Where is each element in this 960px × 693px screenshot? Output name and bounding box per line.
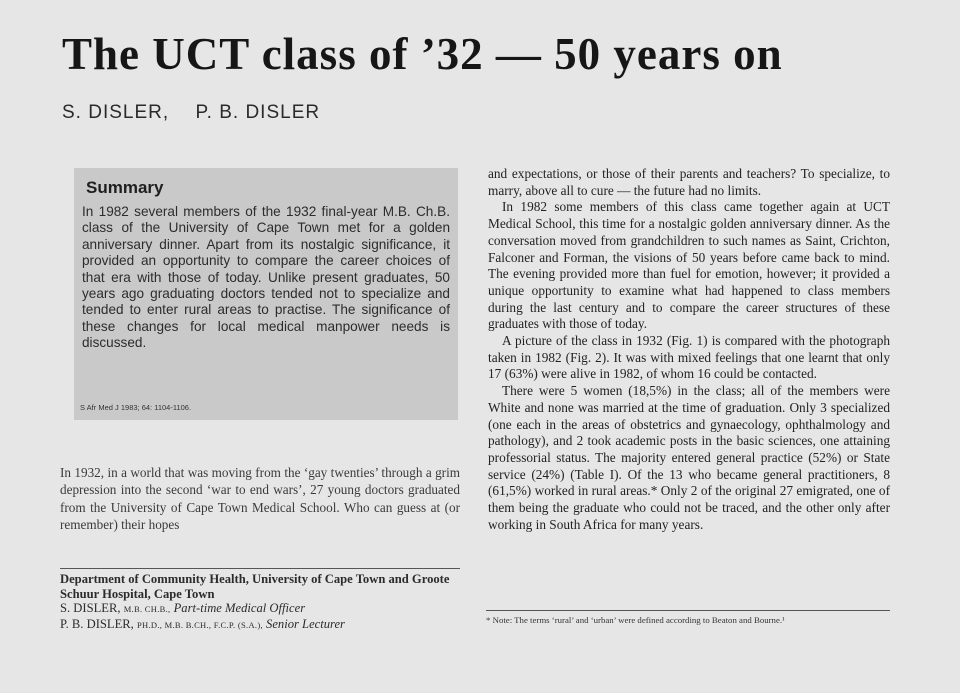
credit-role: Part-time Medical Officer [173,601,306,615]
credit-degrees: PH.D., M.B. B.CH., F.C.P. (S.A.), [136,619,263,630]
journal-citation: S Afr Med J 1983; 64: 1104-1106. [80,403,192,412]
body-paragraph: A picture of the class in 1932 (Fig. 1) is compared with the photograph taken in 1982 (Fig. 2). It was with mixed feelings that one learnt that only 17 (63%) were alive in 1982, of whom 16 could be contacted. [488,333,890,382]
author-name: P. B. DISLER [195,102,321,123]
article-title: The UCT class of ’32 — 50 years on [62,29,783,79]
credit-role: Senior Lecturer [266,616,345,631]
affiliation-block [60,572,480,632]
author-credit [60,601,480,617]
credit-degrees: M.B. CH.B., [123,604,171,614]
footnote: * Note: The terms ‘rural’ and ‘urban’ were defined according to Beaton and Bourne.¹ [486,615,785,625]
summary-box [74,168,458,420]
department-name: Department of Community Health, University of Cape Town and Groote Schuur Hospital, Cape Town [60,572,450,601]
author-name: S. DISLER, [62,102,170,123]
summary-heading: Summary [86,178,164,197]
affiliation-divider [60,568,460,569]
body-right-column [488,166,890,533]
body-paragraph: In 1982 some members of this class came together again at UCT Medical School, this time for a nostalgic golden anniversary dinner. As the conversation moved from grandchildren to such names as Saint, Crichton, Falconer and Forman, the visions of 50 years before came back to mind. The evening provided more than fuel for emotion, however; it provided a unique opportunity to examine what had happened to class members during the last century and to compare the career structures of these graduates with those of today. [488,199,890,332]
body-paragraph: and expectations, or those of their parents and teachers? To specialize, to marry, above all to cure — the future had no limits. [488,166,890,198]
footnote-divider [486,610,890,611]
credit-name: S. DISLER, [60,601,121,615]
credit-name: P. B. DISLER, [60,616,134,631]
author-credit [60,617,480,633]
body-paragraph: There were 5 women (18,5%) in the class; all of the members were White and none was married at the time of graduation. Only 3 specialized (one each in the areas of obstetrics and gynaecology, ophthalmology and pathology), and 2 took academic posts in the basic sciences, one attaining professorial status. The majority entered general practice (52%) or State service (24%) (Table I). Of the 13 who became general practitioners, 8 (61,5%) worked in rural areas.* Only 2 of the original 27 emigrated, one of them being the graduate who could not be traced, and the other only after working in South Africa for many years. [488,383,890,532]
summary-text: In 1982 several members of the 1932 final-year M.B. Ch.B. class of the University of Cape Town met for a golden anniversary dinner. Apart from its nostalgic significance, it provided an opportunity to compare the career choices of that era with those of today. Unlike present graduates, 50 years ago graduating doctors tended not to specialize and tended to enter rural areas to practise. The significance of these changes for local medical manpower needs is discussed. [82,204,450,351]
intro-paragraph: In 1932, in a world that was moving from the ‘gay twenties’ through a grim depression into the second ‘war to end wars’, 27 young doctors graduated from the University of Cape Town Medical School. Who can guess at (or remember) their hopes [60,465,460,532]
author-line [62,102,320,124]
